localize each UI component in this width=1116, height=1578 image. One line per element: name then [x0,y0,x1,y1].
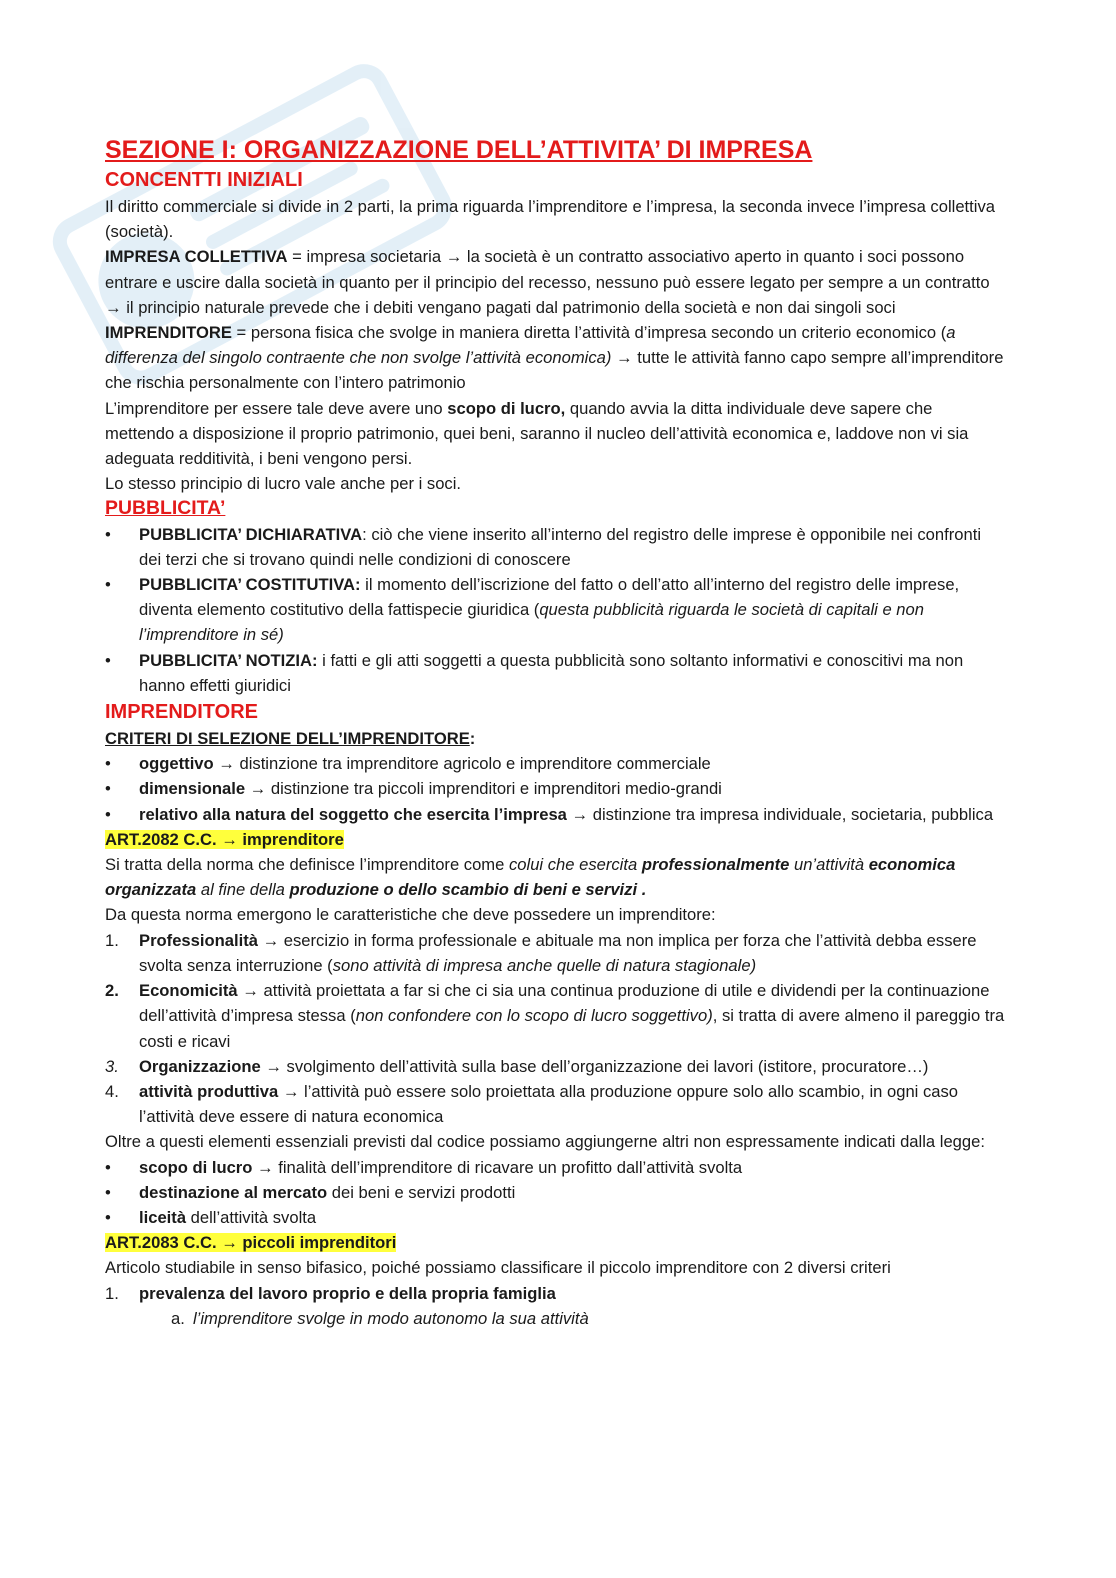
criteri-piccolo-list [105,1281,1005,1331]
section-heading-pubblicita: PUBBLICITA’ [105,497,226,520]
list-item: • destinazione al mercato dei beni e servizi prodotti [105,1180,1005,1205]
list-item: • oggettivo → distinzione tra imprenditore agricolo e imprenditore commerciale [105,751,1005,776]
list-item: • PUBBLICITA’ COSTITUTIVA: il momento dell’iscrizione del fatto o dell’atto all’interno del registro delle imprese, diventa elemento costitutivo della fattispecie giuridica (questa pubblicità riguarda le società di capitali e non l’imprenditore in sé) [105,572,1005,648]
list-item: • scopo di lucro → finalità dell’imprenditore di ricavare un profitto dall’attività svolta [105,1155,1005,1180]
list-item: 4. attività produttiva → l’attività può essere solo proiettata alla produzione oppure solo allo scambio, in ogni caso l’attività deve essere di natura economica [105,1081,959,1127]
section-heading-imprenditore: IMPRENDITORE [105,701,258,724]
paragraph-diritto-commerciale: Il diritto commerciale si divide in 2 parti, la prima riguarda l’imprenditore e l’impresa, la seconda invece l’impresa collettiva (società). [105,197,995,242]
paragraph-scopo-lucro: L’imprenditore per essere tale deve avere uno scopo di lucro, quando avvia la ditta individuale deve sapere che mettendo a disposizione il proprio patrimonio, quei beni, saranno il nucleo dell’attività economica e, laddove non vi sia adeguata redditività, i beni vengono persi. [105,398,969,469]
arrow-icon: → [221,829,238,849]
arrow-icon: → [218,754,235,774]
bullet-icon: • [105,650,111,670]
list-item: 3. Organizzazione → svolgimento dell’attività sulla base dell’organizzazione dei lavori (istitore, procuratore…) [105,1056,929,1076]
list-item: • relativo alla natura del soggetto che esercita l’impresa → distinzione tra impresa individuale, societaria, pubblica [105,802,1005,827]
criteri-heading: CRITERI DI SELEZIONE DELL’IMPRENDITORE: [105,729,476,749]
arrow-icon: → [616,348,633,368]
art2083-label: ART.2083 C.C. → piccoli imprenditori [105,1233,397,1253]
list-item: a. l’imprenditore svolge in modo autonomo la sua attività [171,1308,589,1328]
bullet-icon: • [105,575,111,595]
arrow-icon: → [445,247,463,267]
arrow-icon: → [282,1081,300,1101]
arrow-icon: → [262,930,280,950]
arrow-icon: → [571,804,589,824]
bullet-icon: • [105,524,111,544]
bullet-icon: • [105,1207,111,1227]
list-item: • PUBBLICITA’ NOTIZIA: i fatti e gli atti soggetti a questa pubblicità sono soltanto informativi e conoscitivi ma non hanno effetti giuridici [105,648,1005,698]
art2082-definition: Si tratta della norma che definisce l’imprenditore come colui che esercita professionalmente un’attività economica organizzata al fine della produzione o dello scambio di beni e servizi . [105,855,956,900]
bullet-icon: • [105,779,111,799]
arrow-icon: → [265,1056,282,1076]
document-page [105,134,1005,1331]
list-item: • PUBBLICITA’ DICHIARATIVA: ciò che viene inserito all’interno del registro delle imprese è opponibile nei confronti dei terzi che si trovano quindi nelle condizioni di conoscere [105,522,1005,572]
paragraph-imprenditore: IMPRENDITORE = persona fisica che svolge in maniera diretta l’attività d’impresa secondo un criterio economico (a differenza del singolo contraente che non svolge l’attività economica) → tutte le attività fanno capo sempre all’imprenditore che rischia personalmente con l’intero patrimonio [105,323,1004,393]
criteri-list [105,751,1005,827]
list-item: 1. prevalenza del lavoro proprio e della propria famiglia [105,1283,556,1303]
list-item: 2. Economicità → attività proiettata a far si che ci sia una continua produzione di utile e dividendi per la continuazione dell’attività d’impresa stessa (non confondere con lo scopo di lucro soggettivo), si tratta di avere almeno il pareggio tra costi e ricavi [105,981,1005,1051]
bullet-icon: • [105,754,111,774]
bullet-icon: • [105,804,111,824]
paragraph-impresa-collettiva: IMPRESA COLLETTIVA = impresa societaria → la società è un contratto associativo aperto in quanto i soci possono entrare e uscire dalla società in quanto per il principio del recesso, nessuno può essere legato per sempre a un contratto → il principio naturale prevede che i debiti vengano pagati dal patrimonio della società e non dai singoli soci [105,247,990,317]
altri-elementi: Oltre a questi elementi essenziali previsti dal codice possiamo aggiungerne altri non espressamente indicati dalla legge: [105,1132,985,1152]
arrow-icon: → [249,779,267,799]
document-title: SEZIONE I: ORGANIZZAZIONE DELL’ATTIVITA’ DI IMPRESA [105,136,813,164]
section-heading-concetti: CONCENTTI INIZIALI [105,169,303,191]
art2082-label: ART.2082 C.C. → imprenditore [105,829,344,849]
art2082-intro: Da questa norma emergono le caratteristiche che deve possedere un imprenditore: [105,905,716,925]
arrow-icon: → [221,1233,238,1253]
arrow-icon: → [105,297,122,317]
bullet-icon: • [105,1182,111,1202]
list-item: • liceità dell’attività svolta [105,1205,1005,1230]
arrow-icon: → [242,981,259,1001]
list-item: • dimensionale → distinzione tra piccoli imprenditori e imprenditori medio-grandi [105,776,1005,801]
pubblicita-list [105,522,1005,698]
arrow-icon: → [257,1157,274,1177]
paragraph-soci: Lo stesso principio di lucro vale anche per i soci. [105,474,462,494]
elementi-list [105,1155,1005,1231]
list-item: 1. Professionalità → esercizio in forma professionale e abituale ma non implica per forza che l’attività debba essere svolta senza interruzione (sono attività di impresa anche quelle di natura stagionale) [105,930,977,975]
caratteristiche-list [105,928,1005,1130]
bullet-icon: • [105,1157,111,1177]
art2083-definition: Articolo studiabile in senso bifasico, poiché possiamo classificare il piccolo imprenditore con 2 diversi criteri [105,1258,891,1278]
